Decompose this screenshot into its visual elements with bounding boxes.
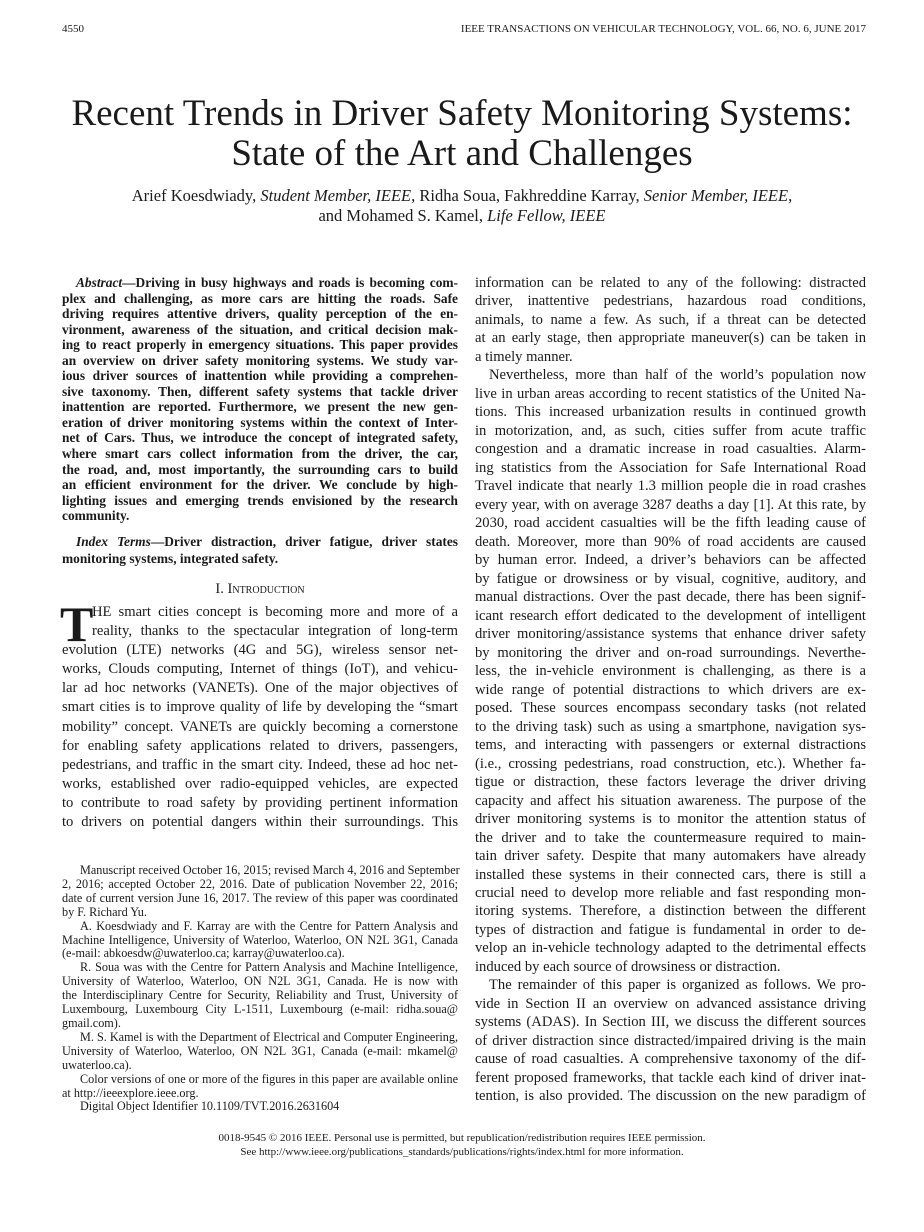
title-line-2: State of the Art and Challenges [231,133,693,174]
text-line: less, the in-vehicle environment is challenging, as there is a [475,663,866,680]
text-line: tems, and interacting with passengers or external distractions [475,737,866,754]
abstract [62,275,458,524]
text-line: date of current version June 16, 2017. The review of this paper was coordinated [62,890,458,905]
text-line: at http://ieeexplore.ieee.org. [62,1085,199,1100]
introduction-text [60,596,458,832]
text-line: (i.e., crossing pedestrians, road construction, etc.). Whether fa- [475,755,866,772]
author-2-3: Ridha Soua, Fakhreddine Karray, [419,186,640,205]
text-line: Manuscript received October 16, 2015; revised March 4, 2016 and September [80,863,460,877]
text-line: an efficient environment for the driver. We conclude by high- [62,477,458,493]
text-line: live in urban areas according to recent statistics of the United Na- [475,385,866,402]
text-line: community. [62,508,130,524]
author-4: and Mohamed S. Kamel, [318,206,483,225]
text-line: driving requires attentive drivers, quality perception of the en- [62,306,458,322]
text-line: gmail.com). [62,1015,121,1030]
text-line: by monitoring the driver and on-road surroundings. Neverthe- [475,644,866,661]
text-line: lighting issues and emerging trends envisioned by the research [62,492,458,508]
text-line: 2, 2016; accepted October 22, 2016. Date of publication November 22, 2016; [62,876,458,891]
text-line: uwaterloo.ca). [62,1057,132,1072]
section-heading-introduction [62,581,458,598]
text-line: types of distraction and fatigue is fundamental in order to de- [475,921,866,938]
text-line: works, established over radio-equipped vehicles, are expected [62,775,458,792]
text-line: M. S. Kamel is with the Department of Electrical and Computer Engineering, [80,1029,458,1044]
text-line: installed these systems in their connected cars, there is still a [475,866,866,883]
text-line: tention, is also provided. The discussion on the new paradigm of [475,1088,866,1105]
text-line: the Interdisciplinary Centre for Security, Reliability and Trust, University of [62,988,458,1003]
text-line: Digital Object Identifier 10.1109/TVT.2016.2631604 [80,1099,340,1114]
text-line: works, Clouds computing, Internet of things (IoT), and vehicu- [62,661,458,678]
text-line: Luxembourg, Luxembourg City L-1511, Luxembourg (e-mail: ridha.soua@ [62,1002,458,1017]
text-line: lar ad hoc networks (VANETs). One of the major objectives of [62,680,458,697]
text-line: vironment, awareness of the situation, and critical decision mak- [62,321,458,337]
text-line: Travel indicate that nearly 1.3 million people die in road crashes [475,478,866,495]
text-line: Nevertheless, more than half of the world’s population now [489,367,866,384]
text-line: information can be related to any of the following: distracted [475,275,866,291]
text-line: University of Waterloo, Waterloo, ON N2L 3G1, Canada (e-mail: mkamel@ [62,1043,458,1058]
text-line: evolution (LTE) networks (4G and 5G), wireless sensor net- [62,642,458,659]
right-column-text [475,274,866,1106]
text-line: Machine Intelligence, University of Waterloo, Waterloo, ON N2L 3G1, Canada [62,932,458,947]
text-line: net of Cars. Thus, we introduce the concept of integrated safety, [62,430,458,446]
copyright-footer [0,1131,924,1159]
text-line: itoring systems. Therefore, a distinction between the different [475,903,866,920]
author-3-role: Senior Member, IEEE, [643,186,793,205]
section-number: I. [215,581,224,597]
text-line: R. Soua was with the Centre for Pattern Analysis and Machine Intelligence, [80,960,458,975]
text-line: pedestrians, and traffic in the smart city. Indeed, these ad hoc net- [62,756,458,773]
text-line: wide range of potential distractions to which drivers are ex- [475,681,866,698]
text-line: tigue or distraction, these factors leverage the driver driving [475,774,866,791]
text-line: systems (ADAS). In Section III, we discuss the different sources [475,1014,866,1031]
text-line: by human error. Indeed, a driver’s behaviors can be affected [475,552,866,569]
text-line: animals, to name a few. As such, if a threat can be detected [475,311,866,328]
text-line: tain driver safety. Despite that many automakers have already [475,848,866,865]
page-number: 4550 [62,23,84,35]
text-line: cause of road casualties. A comprehensive taxonomy of the dif- [475,1051,866,1068]
text-line: velop an in-vehicle technology adapted to the detrimental effects [475,940,866,957]
text-line: ferent proposed frameworks, that tackle each kind of driver inat- [475,1069,866,1086]
text-line: 2030, road accident casualties will be the fifth leading cause of [475,515,866,532]
text-line: tions. This increased urbanization results in continued growth [475,404,866,421]
text-line: posed. These sources encompass secondary tasks (not related [475,700,866,717]
text-line: to drivers on potential dangers within their surroundings. This [62,814,458,831]
text-line: vide in Section II an overview on advanced assistance driving [475,995,866,1012]
text-line: crucial need to develop more reliable and fast responding mon- [475,884,866,901]
text: —Driving in busy highways and roads is becoming com- [122,275,458,290]
author-1: Arief Koesdwiady, [131,186,257,205]
author-1-role: Student Member, IEEE, [260,186,416,205]
text-line: mobility” concept. VANETs are quickly becoming a cornerstone [62,718,458,735]
text-line: congestion and a dramatic increase in road casualties. Alarm- [475,441,866,458]
text-line [62,533,458,550]
drop-cap: T [60,596,94,652]
rights-link-line: See http://www.ieee.org/publications_standards/publications/rights/index.html for more information. [240,1146,684,1158]
text-line: at an early stage, then appropriate maneuver(s) can be taken in [475,330,866,347]
text-line: an overview on driver safety monitoring systems. We study var- [62,352,458,368]
index-terms [62,533,458,567]
text-line: icant research effort dedicated to the development of intelligent [475,607,866,624]
text-line: A. Koesdwiady and F. Karray are with the Centre for Pattern Analysis and [80,918,458,933]
title-line-1: Recent Trends in Driver Safety Monitoring Systems: [71,93,853,134]
text-line: by fatigue or drowsiness or by visual, cognitive, auditory, and [475,570,866,587]
text-line: eration of driver monitoring systems within the context of Inter- [62,414,458,430]
text-line: the driver and to take the countermeasure required to main- [475,829,866,846]
text-line: plex and challenging, as more cars are hitting the roads. Safe [62,290,458,306]
text-line: driver, inattentive pedestrians, hazardous road conditions, [475,293,866,310]
label: Abstract [76,275,123,290]
text-line: ing to react properly in emergency situations. This paper provides [62,337,458,353]
text-line: the road, and, most importantly, the surrounding cars to build [62,461,458,477]
text-line: of driver distraction since distracted/impaired driving is the main [475,1032,866,1049]
paper-title [0,94,924,174]
text-line: driver monitoring systems is to monitor the attention status of [475,811,866,828]
copyright-line: 0018-9545 © 2016 IEEE. Personal use is permitted, but republication/redistribution requires IEEE permission. [218,1132,706,1144]
section-title: Introduction [227,581,305,597]
footnotes [62,864,458,1114]
text-line: monitoring systems, integrated safety. [62,551,279,566]
text-line: sive taxonomy. Then, different safety systems that tackle driver [62,383,458,399]
text-line: manual distractions. Over the past decade, there has been signif- [475,589,866,606]
text-line: where smart cars collect information from the driver, the car, [62,446,458,462]
text-line: HE smart cities concept is becoming more and more of a [92,604,458,620]
text-line: ing statistics from the Association for Safe International Road [475,459,866,476]
text-line [62,275,458,291]
text-line: in motorization, and, as such, cities suffer from acute traffic [475,422,866,439]
running-header: IEEE TRANSACTIONS ON VEHICULAR TECHNOLOGY, VOL. 66, NO. 6, JUNE 2017 [460,23,866,35]
author-4-role: Life Fellow, IEEE [487,206,606,225]
text-line: smart cities is to improve quality of life by developing the “smart [62,699,458,716]
text-line: to contribute to road safety by providing pertinent information [62,794,458,811]
text-line: a timely manner. [475,348,573,365]
text-line: to the driving task) such as using a smartphone, navigation sys- [475,718,866,735]
text: —Driver distraction, driver fatigue, driver states [150,534,459,549]
text-line: (e-mail: abkoesdw@uwaterloo.ca; karray@uwaterloo.ca). [62,946,345,961]
author-list [0,186,924,226]
text-line: for enabling safety applications related to drivers, passengers, [62,737,458,754]
text-line: inattention are reported. Furthermore, we present the new gen- [62,399,458,415]
text-line: death. Moreover, more than 90% of road accidents are caused [475,533,866,550]
text-line: reality, thanks to the spectacular integration of long-term [92,623,458,640]
text-line: University of Waterloo, Waterloo, ON N2L 3G1, Canada. He is now with [62,974,458,989]
text-line: every year, with on average 3287 deaths a day [1]. At this rate, by [475,496,866,513]
text-line: by F. Richard Yu. [62,904,147,919]
label: Index Terms [76,534,151,549]
text-line: The remainder of this paper is organized as follows. We pro- [489,977,866,994]
text-line: capacity and affect his situation awareness. The purpose of the [475,792,866,809]
text-line: driver monitoring/assistance systems that enhance driver safety [475,626,866,643]
text-line: induced by each source of drowsiness or distraction. [475,958,781,975]
text-line: ious driver sources of inattention while providing a comprehen- [62,368,458,384]
text-line: Color versions of one or more of the figures in this paper are available online [80,1071,458,1086]
